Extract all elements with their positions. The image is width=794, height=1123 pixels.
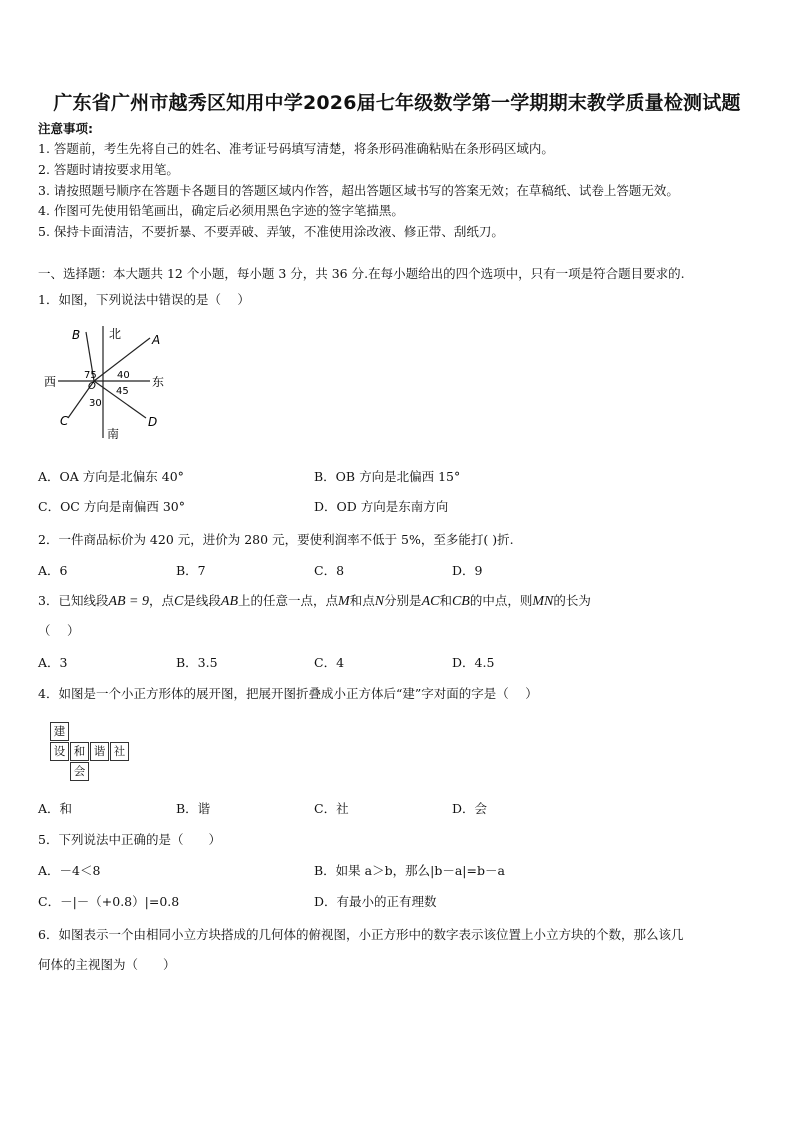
q3-math-c: C: [174, 594, 184, 609]
angle-40: 40: [117, 370, 130, 381]
q4-option-b: B．谐: [176, 801, 211, 816]
notes-item-1: 1. 答题前，考生先将自己的姓名、准考证号码填写清楚，将条形码准确粘贴在条形码区域内。: [38, 141, 554, 156]
q5-option-c: C．－|－（+0.8）|=0.8: [38, 894, 180, 909]
q3-stem-part: 3．已知线段: [38, 593, 109, 608]
q1-stem: 1．如图，下列说法中错误的是（ ）: [38, 292, 250, 307]
angle-30: 30: [89, 398, 102, 409]
label-south: 南: [107, 427, 120, 441]
q3-paren: （ ）: [38, 623, 80, 638]
q3-option-b: B．3.5: [176, 655, 218, 670]
q3-stem-part: ，点: [149, 593, 175, 608]
notes-item-3: 3. 请按照题号顺序在答题卡各题目的答题区域内作答，超出答题区域书写的答案无效；在草稿纸、试卷上答题无效。: [38, 183, 679, 198]
q3-math-n: N: [374, 594, 385, 609]
q3-stem-part: 的长为: [553, 593, 591, 608]
q3-stem-part: 和点: [349, 593, 375, 608]
q3-math-ac: AC: [421, 594, 440, 609]
notes-item-2: 2. 答题时请按要求用笔。: [38, 162, 179, 177]
q3-option-c: C．4: [314, 655, 345, 670]
net-cell-hui: 会: [70, 762, 89, 781]
q3-stem-part: 的中点，则: [469, 593, 533, 608]
q6-stem-line1: 6．如图表示一个由相同小立方块搭成的几何体的俯视图，小正方形中的数字表示该位置上小立方块的个数，那么该几: [38, 927, 684, 942]
label-b: B: [72, 328, 81, 342]
q3-stem-part: 和: [439, 593, 452, 608]
q1-option-c: C．OC 方向是南偏西 30°: [38, 499, 185, 514]
label-west: 西: [44, 375, 57, 389]
q4-option-d: D．会: [452, 801, 488, 816]
label-east: 东: [152, 375, 165, 389]
q4-option-c: C．社: [314, 801, 349, 816]
q1-compass-figure: [38, 318, 178, 448]
q3-stem-part: 是线段: [183, 593, 221, 608]
angle-75: 75: [84, 370, 97, 381]
q3-option-a: A．3: [38, 655, 68, 670]
q5-stem: 5．下列说法中正确的是（ ）: [38, 832, 221, 847]
net-cell-she: 设: [50, 742, 69, 761]
q3-math-mn: MN: [532, 594, 554, 609]
label-o: O: [88, 381, 96, 392]
q3-stem: [38, 593, 591, 610]
q2-option-d: D．9: [452, 563, 483, 578]
net-cell-xie: 谐: [90, 742, 109, 761]
q4-option-a: A．和: [38, 801, 73, 816]
net-cell-he: 和: [70, 742, 89, 761]
q1-option-b: B．OB 方向是北偏西 15°: [314, 469, 461, 484]
q3-stem-part: 上的任意一点，点: [238, 593, 339, 608]
notes-item-5: 5. 保持卡面清洁，不要折暴、不要弄破、弄皱，不准使用涂改液、修正带、刮纸刀。: [38, 224, 504, 239]
q5-option-a: A．－4＜8: [38, 863, 101, 878]
q5-option-b: B．如果 a＞b，那么|b－a|=b－a: [314, 863, 505, 878]
q6-stem-line2: 何体的主视图为（ ）: [38, 957, 176, 972]
label-north: 北: [109, 327, 122, 341]
q4-stem: 4．如图是一个小正方形体的展开图，把展开图折叠成小正方体后“建”字对面的字是（ ）: [38, 686, 538, 701]
q3-math-ab: AB: [220, 594, 238, 609]
net-cell-jian: 建: [50, 722, 69, 741]
q2-option-a: A．6: [38, 563, 68, 578]
notes-heading: 注意事项:: [38, 121, 93, 136]
q3-stem-part: 分别是: [384, 593, 422, 608]
label-a: A: [152, 333, 161, 347]
q3-math-ab-eq: AB = 9: [108, 594, 150, 609]
label-d: D: [148, 415, 158, 429]
q2-option-c: C．8: [314, 563, 345, 578]
page-title: 广东省广州市越秀区知用中学2026届七年级数学第一学期期末教学质量检测试题: [53, 92, 741, 114]
section-heading: 一、选择题：本大题共 12 个小题，每小题 3 分，共 36 分.在每小题给出的四个选项中，只有一项是符合题目要求的.: [38, 266, 685, 281]
q2-stem: 2．一件商品标价为 420 元，进价为 280 元，要使利润率不低于 5%，至多能打( )折.: [38, 532, 514, 547]
label-c: C: [60, 414, 69, 428]
q3-option-d: D．4.5: [452, 655, 495, 670]
net-cell-shehui: 社: [110, 742, 129, 761]
notes-item-4: 4. 作图可先使用铅笔画出，确定后必须用黑色字迹的签字笔描黑。: [38, 203, 404, 218]
q1-option-d: D．OD 方向是东南方向: [314, 499, 449, 514]
angle-45: 45: [116, 386, 129, 397]
q3-math-cb: CB: [451, 594, 470, 609]
q2-option-b: B．7: [176, 563, 206, 578]
q5-option-d: D．有最小的正有理数: [314, 894, 437, 909]
q3-math-m: M: [338, 594, 350, 609]
q1-option-a: A．OA 方向是北偏东 40°: [38, 469, 184, 484]
